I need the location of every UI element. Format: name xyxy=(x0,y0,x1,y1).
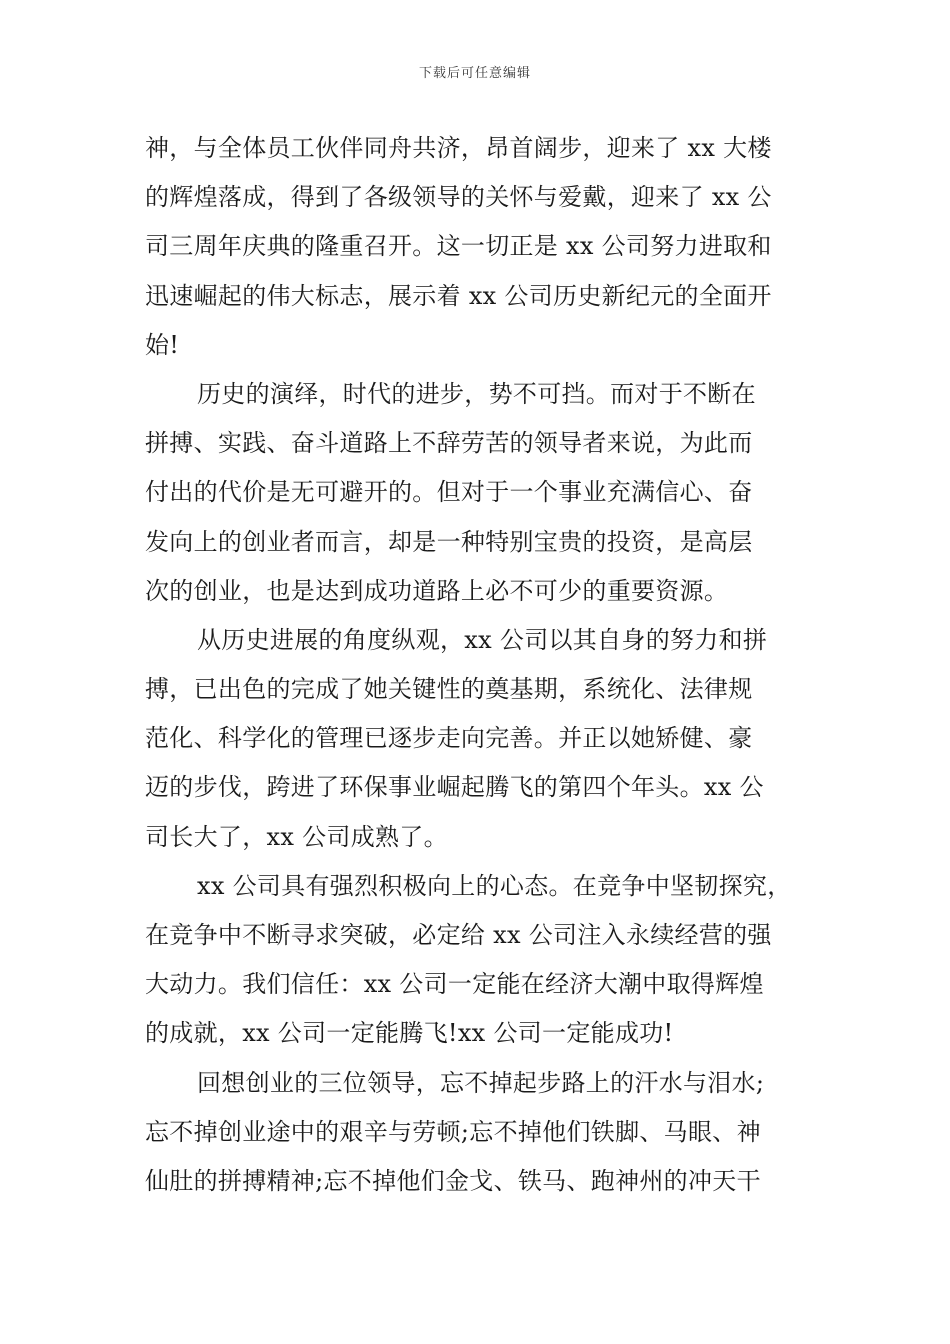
document-body xyxy=(145,124,813,1206)
text-line: 付出的代价是无可避开的。但对于一个事业充满信心、奋 xyxy=(145,478,753,507)
text-line: 迈的步伐，跨进了环保事业崛起腾飞的第四个年头。xx 公 xyxy=(145,773,764,802)
text-line: 司长大了，xx 公司成熟了。 xyxy=(145,822,448,851)
paragraph-first-line: xx 公司具有强烈积极向上的心态。在竞争中坚韧探究， xyxy=(197,871,792,900)
text-line: 发向上的创业者而言，却是一种特别宝贵的投资，是高层 xyxy=(145,527,753,556)
text-line: 次的创业，也是达到成功道路上必不可少的重要资源。 xyxy=(145,576,729,605)
text-line: 神，与全体员工伙伴同舟共济，昂首阔步，迎来了 xx 大楼 xyxy=(145,134,772,162)
text-line: 忘不掉创业途中的艰辛与劳顿;忘不掉他们铁脚、马眼、神 xyxy=(145,1117,761,1146)
text-line: 始! xyxy=(145,330,180,359)
text-line: 范化、科学化的管理已逐步走向完善。并正以她矫健、豪 xyxy=(145,724,753,753)
text-line: 迅速崛起的伟大标志，展示着 xx 公司历史新纪元的全面开 xyxy=(145,281,772,310)
paragraph-first-line: 历史的演绎，时代的进步，势不可挡。而对于不断在 xyxy=(197,379,756,408)
text-line: 司三周年庆典的隆重召开。这一切正是 xx 公司努力进取和 xyxy=(145,232,772,261)
text-line: 搏，已出色的完成了她关键性的奠基期，系统化、法律规 xyxy=(145,675,753,704)
text-line: 在竞争中不断寻求突破，必定给 xx 公司注入永续经营的强 xyxy=(145,921,772,949)
paragraph-first-line: 从历史进展的角度纵观，xx 公司以其自身的努力和拼 xyxy=(197,625,768,654)
text-line: 仙肚的拼搏精神;忘不掉他们金戈、铁马、跑神州的冲天干 xyxy=(145,1166,761,1195)
text-line: 大动力。我们信任：xx 公司一定能在经济大潮中取得辉煌 xyxy=(145,970,764,999)
text-line: 的辉煌落成，得到了各级领导的关怀与爱戴，迎来了 xx 公 xyxy=(145,183,772,212)
text-line: 的成就，xx 公司一定能腾飞!xx 公司一定能成功! xyxy=(145,1019,674,1048)
page-header-note: 下载后可任意编辑 xyxy=(418,66,531,81)
text-line: 拼搏、实践、奋斗道路上不辞劳苦的领导者来说，为此而 xyxy=(145,429,753,458)
paragraph-first-line: 回想创业的三位领导，忘不掉起步路上的汗水与泪水; xyxy=(197,1068,765,1097)
